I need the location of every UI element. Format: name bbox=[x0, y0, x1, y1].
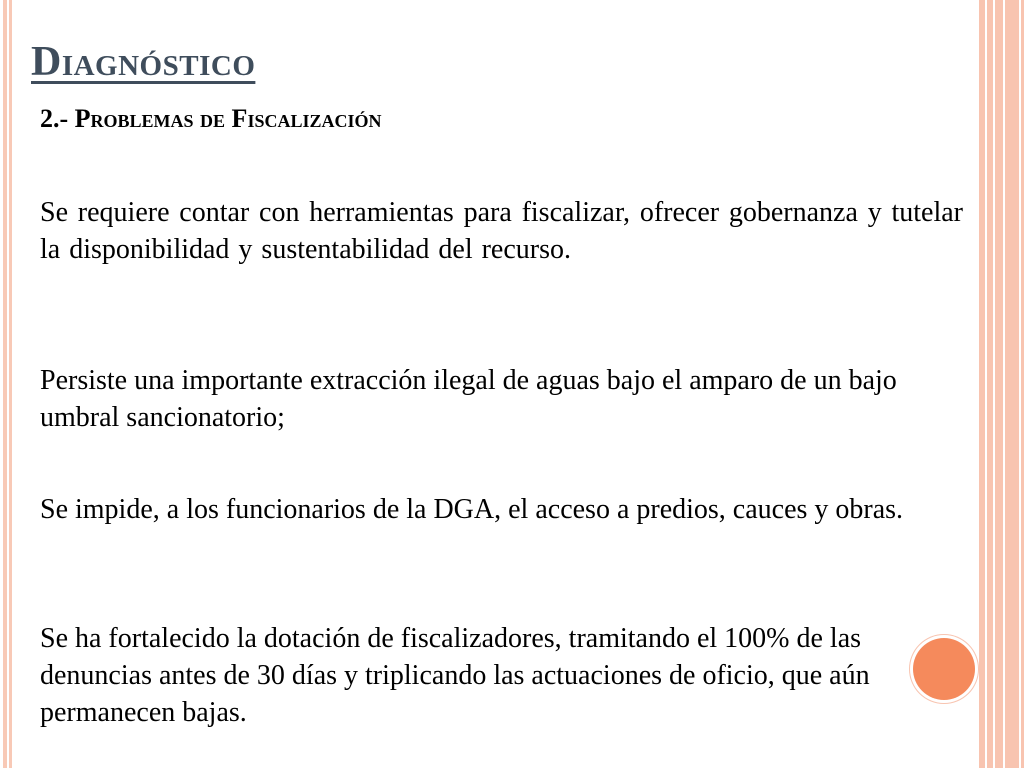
decorative-circle-icon bbox=[913, 638, 975, 700]
paragraph-acceso-predios: Se impide, a los funcionarios de la DGA, el acceso a predios, cauces y obras. bbox=[40, 494, 904, 525]
slide-title: Diagnóstico bbox=[31, 39, 256, 85]
right-decorative-stripe bbox=[987, 0, 993, 768]
right-decorative-stripe bbox=[995, 0, 1003, 768]
left-decorative-stripe bbox=[3, 0, 7, 768]
paragraph-extraccion-ilegal: Persiste una importante extracción ilegal de aguas bajo el amparo de un bajo umbral sancionatorio; bbox=[40, 365, 897, 433]
left-decorative-stripe bbox=[9, 0, 12, 768]
paragraph-herramientas: Se requiere contar con herramientas para fiscalizar, ofrecer gobernanza y tutelar la disponibilidad y sustentabilidad del recurso. bbox=[40, 197, 963, 265]
right-decorative-stripe bbox=[1005, 0, 1019, 768]
slide-subtitle: 2.- Problemas de Fiscalización bbox=[40, 104, 382, 133]
right-decorative-stripe bbox=[979, 0, 985, 768]
paragraph-fiscalizadores: Se ha fortalecido la dotación de fiscalizadores, tramitando el 100% de las denuncias antes de 30 días y triplicando las actuaciones de oficio, que aún permanecen bajas. bbox=[40, 623, 870, 728]
